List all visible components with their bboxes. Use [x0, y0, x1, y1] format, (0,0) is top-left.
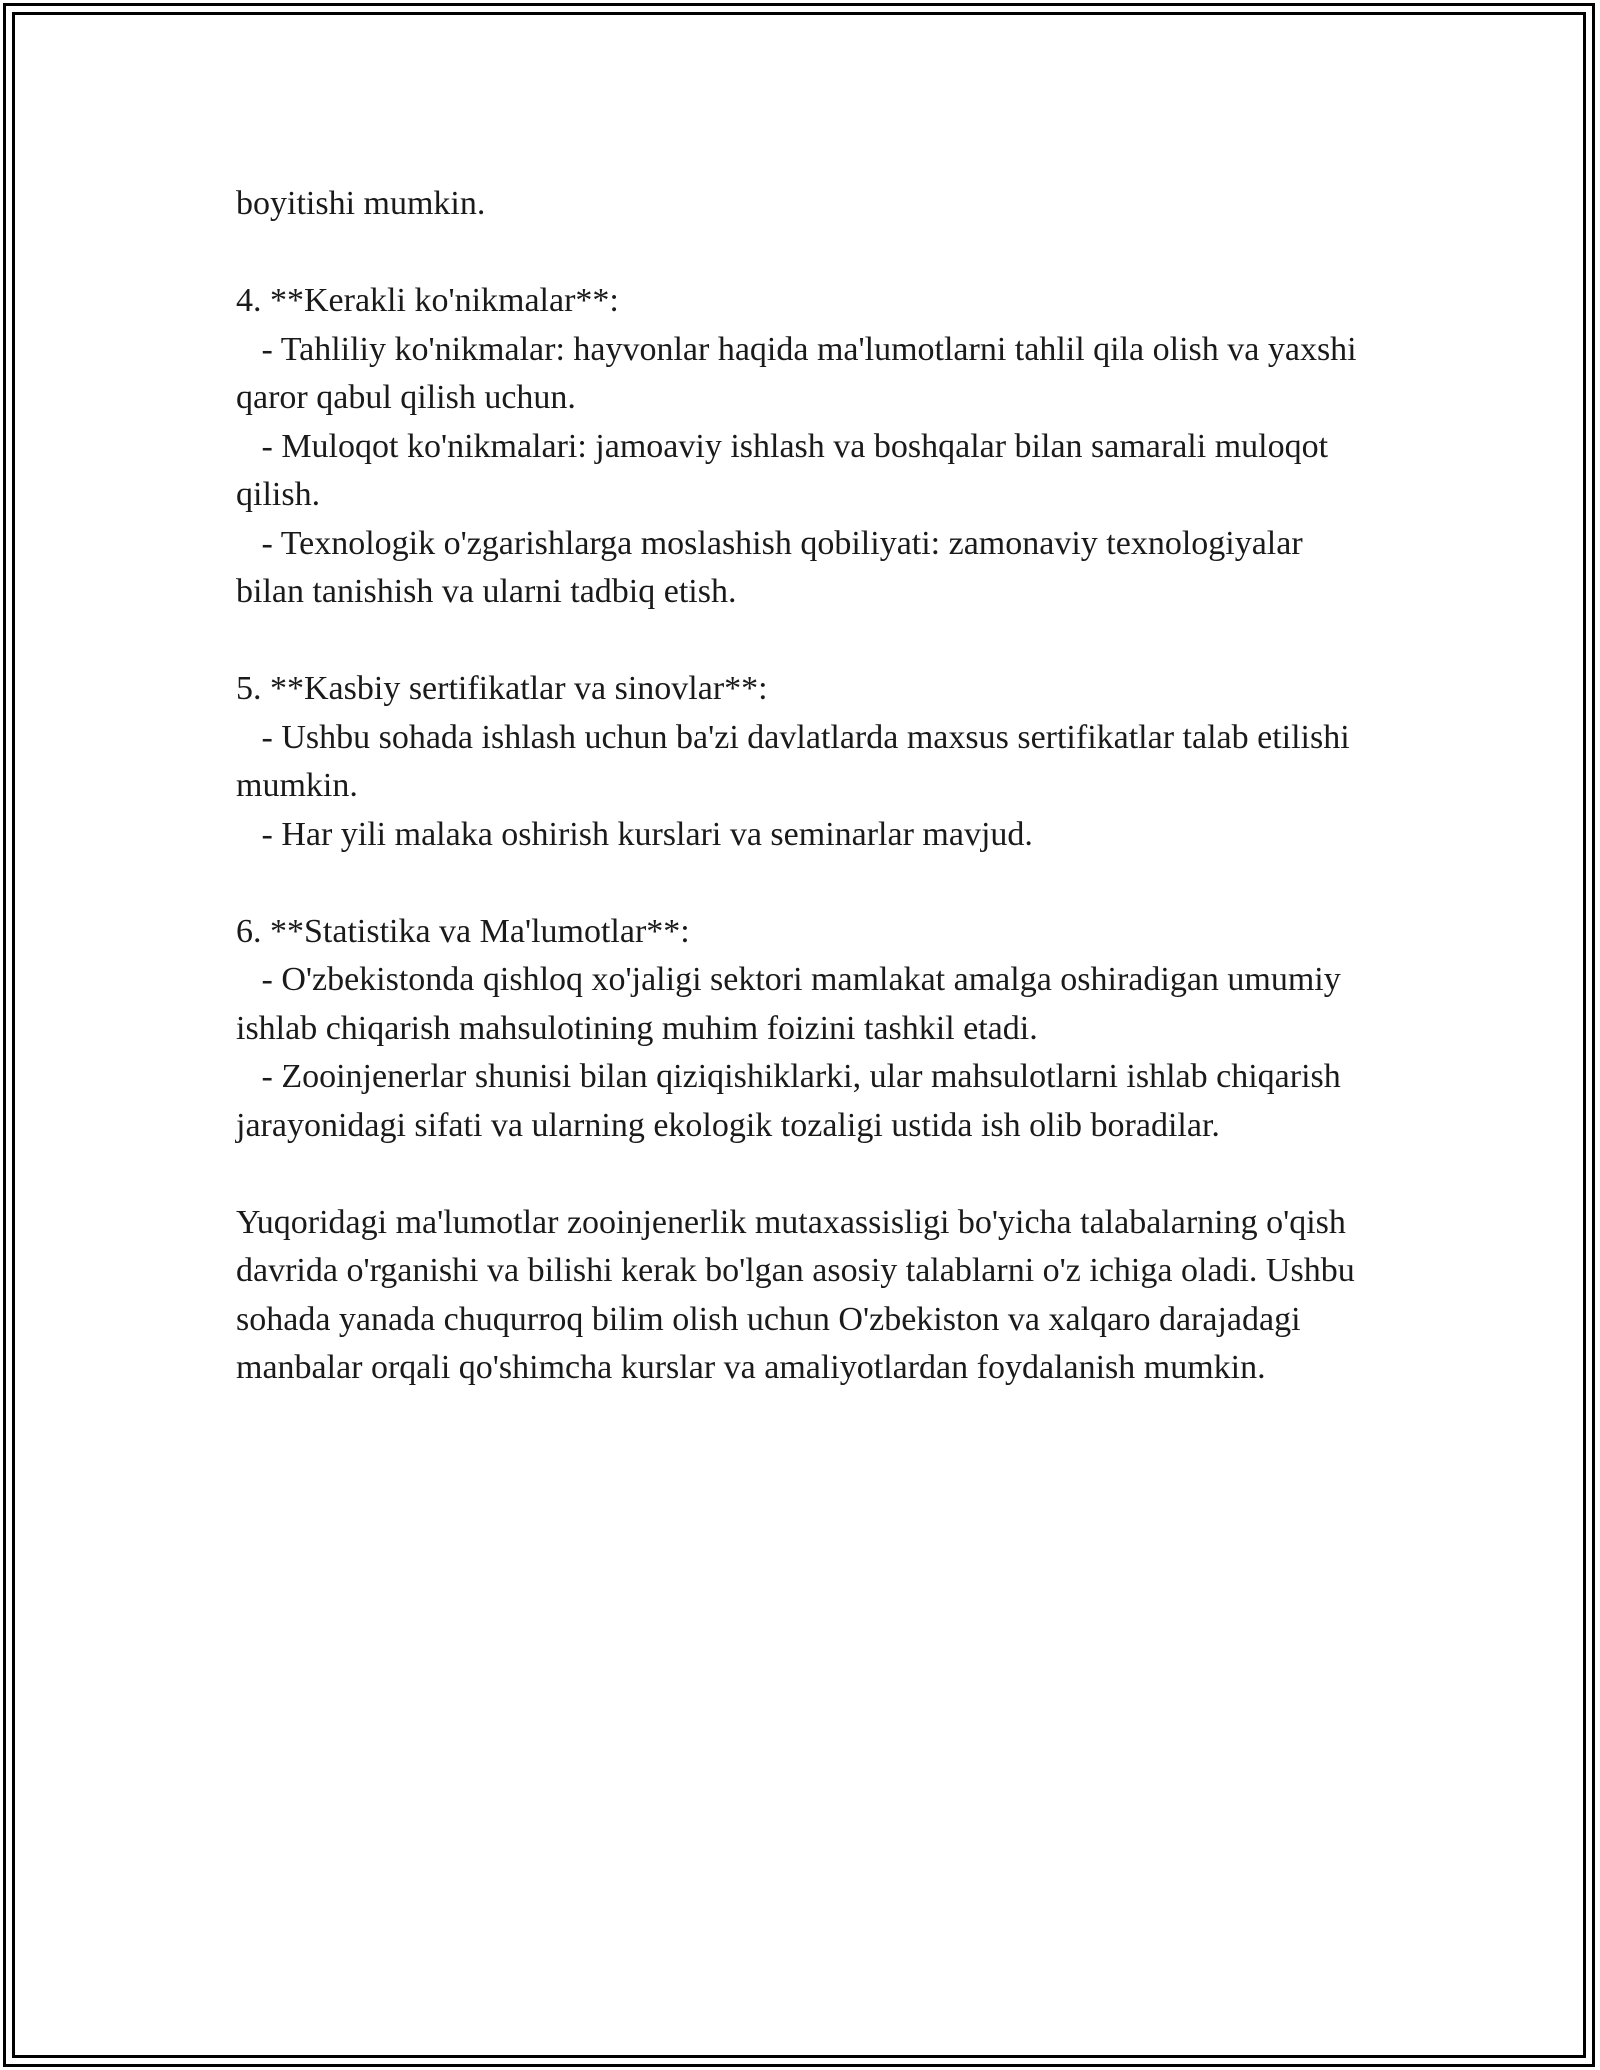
list-item: - Ushbu sohada ishlash uchun ba'zi davlatlarda maxsus sertifikatlar talab etilishi mumkin.	[236, 718, 1350, 804]
list-item: - Tahliliy ko'nikmalar: hayvonlar haqida ma'lumotlarni tahlil qila olish va yaxshi qaror qabul qilish uchun.	[236, 330, 1357, 416]
paragraph-gap	[236, 229, 1366, 278]
list-item: - Muloqot ko'nikmalari: jamoaviy ishlash va boshqalar bilan samarali muloqot qilish.	[236, 427, 1329, 513]
list-item: - Zooinjenerlar shunisi bilan qiziqishiklarki, ular mahsulotlarni ishlab chiqarish jarayonidagi sifati va ularning ekologik tozaligi ustida ish olib boradilar.	[236, 1058, 1341, 1144]
document-body	[236, 180, 1366, 1393]
continuation-line: boyitishi mumkin.	[236, 185, 486, 222]
list-item: - O'zbekistonda qishloq xo'jaligi sektori mamlakat amalga oshiradigan umumiy ishlab chiqarish mahsulotining muhim foizini tashkil etadi.	[236, 961, 1341, 1047]
conclusion-paragraph: Yuqoridagi ma'lumotlar zooinjenerlik mutaxassisligi bo'yicha talabalarning o'qish davrida o'rganishi va bilishi kerak bo'lgan asosiy talablarni o'z ichiga oladi. Ushbu sohada yanada chuqurroq bilim olish uchun O'zbekiston va xalqaro darajadagi manbalar orqali qo'shimcha kurslar va amaliyotlardan foydalanish mumkin.	[236, 1203, 1355, 1386]
list-item: - Texnologik o'zgarishlarga moslashish qobiliyati: zamonaviy texnologiyalar bilan tanishish va ularni tadbiq etish.	[236, 524, 1303, 610]
list-item: - Har yili malaka oshirish kurslari va seminarlar mavjud.	[261, 815, 1033, 853]
paragraph-gap	[236, 859, 1366, 908]
paragraph-gap	[236, 1150, 1366, 1199]
paragraph-gap	[236, 617, 1366, 666]
section-heading-6: 6. **Statistika va Ma'lumotlar**:	[236, 912, 690, 950]
section-heading-4: 4. **Kerakli ko'nikmalar**:	[236, 282, 619, 319]
section-heading-5: 5. **Kasbiy sertifikatlar va sinovlar**:	[236, 670, 768, 707]
